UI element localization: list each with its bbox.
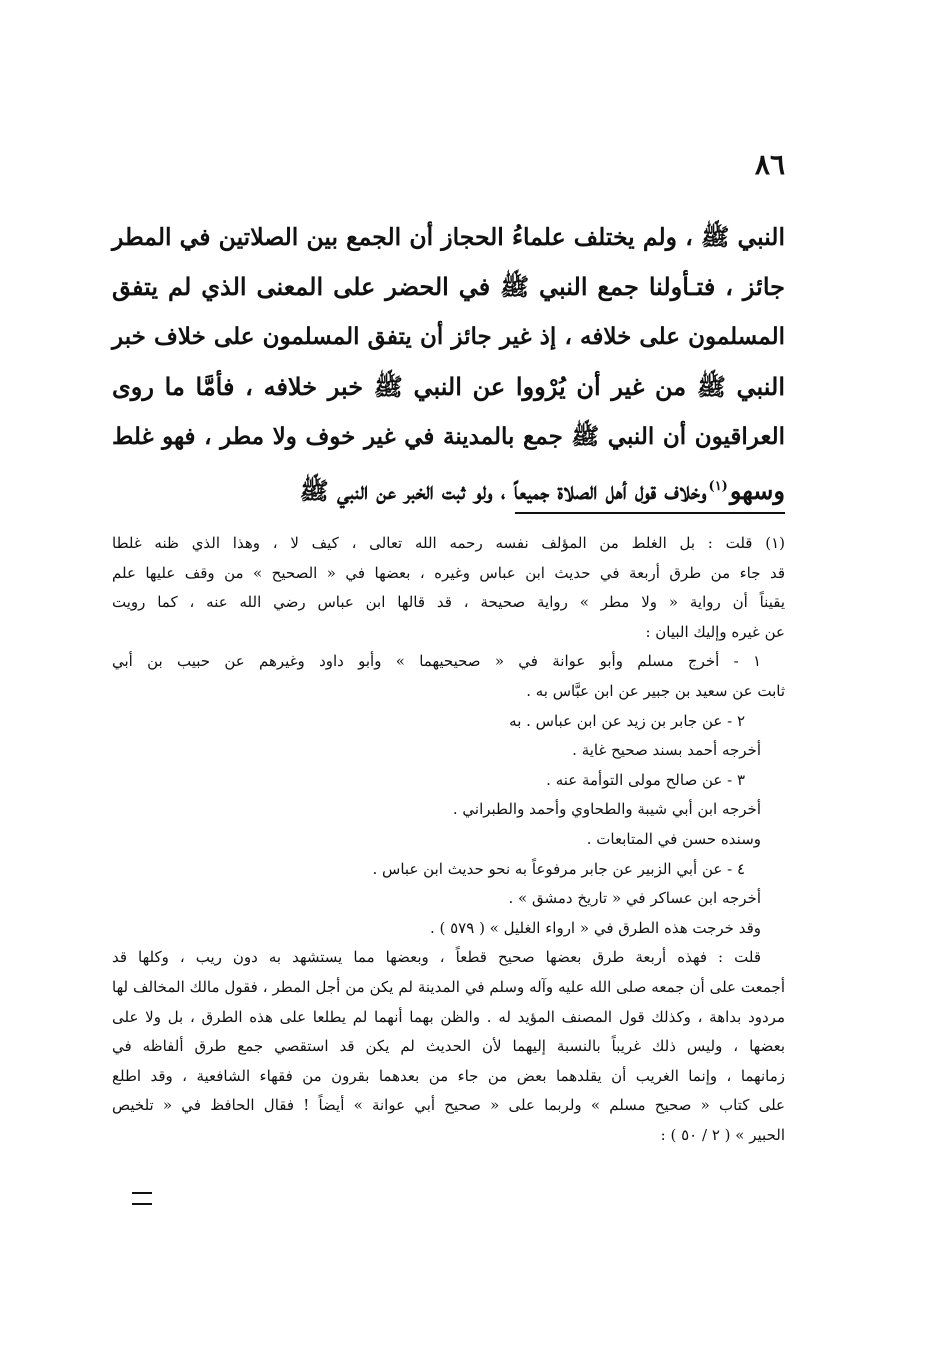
footnote-line: ثابت عن سعيد بن جبير عن ابن عبَّاس به . [526,681,785,700]
footnote-line: أخرجه ابن عساكر في « تاريخ دمشق » . [508,889,761,908]
main-text-line: العراقيون أن النبي ﷺ جمع بالمدينة في غير خوف ولا مطر ، فهو غلط [112,423,785,450]
page-number: ٨٦ [754,148,785,181]
footnote-line: قلت : فهذه أربعة طرق بعضها صحيح قطعاً ، وبعضها مما يستشهد به دون ريب ، وكلها قد [112,948,761,967]
main-text-line [112,462,785,512]
footnote-line: الحبير » ( ٢ / ٥٠ ) : [660,1125,785,1144]
footnote-line: قد جاء من طرق أربعة في حديث ابن عباس وغيره ، بعضها في « الصحيح » من وقف عليها علم [112,563,785,582]
footnote-line: ٣ - عن صالح مولى التوأمة عنه . [546,770,745,789]
footnote-line: زمانهما ، وإنما الغريب أن يقلدهما بعض من جاء من بعدهما بقرون من فقهاء الشافعية ، وقد اطلع [112,1066,785,1085]
footnote-line: بعضها ، وليس ذلك غريباً بالنسبة إليهما لأن الحديث لم يكن قد استقصي جمع طرق ألفاظه في [112,1037,785,1056]
footnote-line: وقد خرجت هذه الطرق في « ارواء الغليل » ( ٥٧٩ ) . [429,918,761,937]
footnote-line: أخرجه ابن أبي شيبة والطحاوي وأحمد والطبراني . [452,800,761,819]
footnote-line: (١) قلت : بل الغلط من المؤلف نفسه رحمه الله تعالى ، كيف لا ، وهذا الذي ظنه غلطا [112,534,785,552]
footnote-line: على كتاب « صحيح مسلم » ولربما على « صحيح أبي عوانة » أيضاً ! فقال الحافظ في « تلخيص [112,1096,785,1115]
main-text-line: المسلمون على خلافه ، إذ غير جائز أن يتفق المسلمون على خلاف خبر [112,323,785,350]
footnotes [112,529,785,1150]
main-text-fragment: وخلاف قول أهل الصلاة جميعاً ، ولو ثبت الخبر عن النبي ﷺ [299,476,707,505]
footnote-line: وسنده حسن في المتابعات . [586,829,761,848]
footnote-line: ٢ - عن جابر بن زيد عن ابن عباس . به [509,711,745,730]
footnote-line: ١ - أخرج مسلم وأبو عوانة في « صحيحيهما » وأبو داود وغيرهم عن حبيب بن أبي [112,652,761,671]
main-text-line: النبي ﷺ ، ولم يختلف علماءُ الحجاز أن الجمع بين الصلاتين في المطر [111,223,785,251]
footnote-reference: (١) [708,479,728,494]
main-text [112,212,785,512]
footnote-line: عن غيره وإليك البيان : [645,622,785,641]
footnote-line: مردود بداهة ، وكذلك قول المصنف المؤيد له . والظن بهما أنهما لم يطلعا على هذه الطرق ، بل ولا على [112,1007,785,1026]
footnote-separator [515,512,785,514]
main-text-fragment: وسهو [729,476,785,505]
footnote-line: أخرجه أحمد بسند صحيح غاية . [572,741,761,760]
footnote-line: يقيناً أن رواية « ولا مطر » رواية صحيحة ، قد قالها ابن عباس رضي الله عنه ، كما رويت [112,593,785,612]
continuation-marker [132,1192,152,1205]
footnote-line: أجمعت على أن جمعه صلى الله عليه وآله وسلم في المدينة لم يكن من أجل المطر ، فقول مالك المخالف لها [112,977,785,996]
main-text-line: جائز ، فتـأولنا جمع النبي ﷺ في الحضر على المعنى الذي لم يتفق [112,272,785,301]
main-text-line: النبي ﷺ من غير أن يُرْووا عن النبي ﷺ خبر خلافه ، فأمَّا ما روى [112,372,786,401]
footnote-line: ٤ - عن أبي الزبير عن جابر مرفوعاً به نحو حديث ابن عباس . [372,859,745,878]
